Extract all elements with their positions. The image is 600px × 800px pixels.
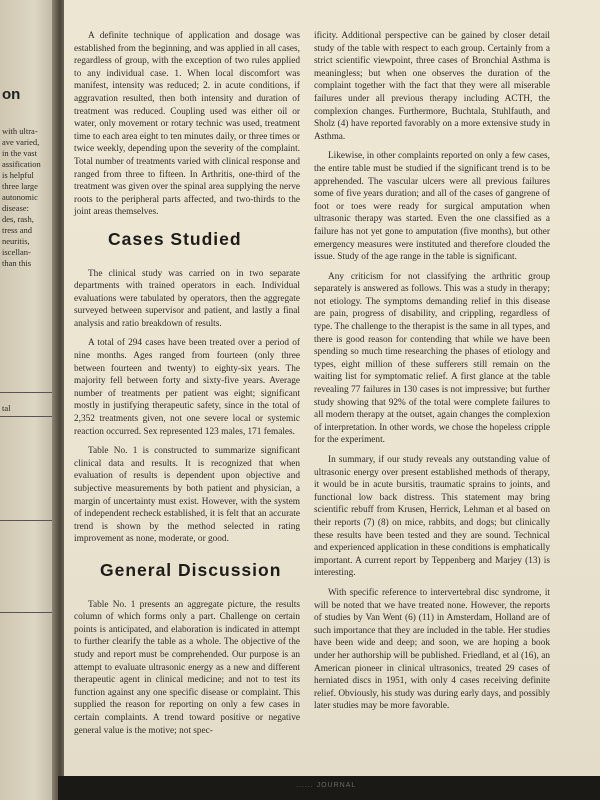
paragraph-disc-syndrome: With specific reference to intervertebral disc syndrome, it will be noted that we have treated none. However, the reports of studies by Van Went (6) (11) in Amsterdam, Holland are of such importance that they are included in the table. Her studies have been wide and deep; and soon, we are hoping a book under her authorship will be published. Friedland, et al (16), an American pioneer in clinical ultrasonics, treated 29 cases of herniated discs in 1951, with only 4 cases receiving definite relief. Obviously, his study was during early days, and possibly later studies may be more favorable. bbox=[314, 587, 550, 712]
paragraph-arthritic-group: Any criticism for not classifying the arthritic group separately is answered as follows. This was a study in therapy; not etiology. The symptoms demanding relief in this disease are pain, progress of disability, and crippling, regardless of type. The challenge to the therapist is the same in all types, and there is good reason for contending that while we have been spending so much time researching the phases of etiology and types, eight million of these sufferers still remain on the waiting list for symptomatic relief. A first glance at the table revealing 77 failures in 130 cases is not impressive; but further study showing that 92% of the total were complete failures to all modern therapy at the outset, again changes the complexion of interpretation. In other words, we chose the hopeless cripple for the experiment. bbox=[314, 271, 550, 446]
right-text-column bbox=[314, 30, 550, 720]
paragraph-table-summary: Table No. 1 is constructed to summarize significant clinical data and results. It is recognized that when evaluation of results is dependent upon objective and subjective measurements by both patient and physician, a margin of uncertainty must exist. However, with the system of independent recheck established, it is felt that an accurate trend is shown by the method selected in rating improvement as none, moderate, or good. bbox=[74, 446, 300, 545]
facing-page-table-fragment: tal bbox=[2, 403, 11, 413]
paragraph-total-cases: A total of 294 cases have been treated over a period of nine months. Ages ranged from fourteen (only three between fourteen and twenty) to eighty-six years. The majority fell between forty and sixty-five years. Average number of treatments per patient was eight; significant mostly in justifying therapeutic safety, since in the total of 2,352 treatments given, not one severe local or systemic reaction occurred. Sex represented 123 males, 171 females. bbox=[74, 338, 300, 437]
paragraph-summary: In summary, if our study reveals any outstanding value of ultrasonic energy over present established methods of therapy, it would be in acute bursitis, traumatic sprains to joints, and functional low back distress. This statement may bring scientific rebuff from Krusen, Herrick, Lehman et al based on their reports (7) (8) on mice, rabbits, and dogs; but clinically these results have been tested and they are sound. Technical and experienced application in these conditions is emphatically important. A current report by Teppenberg and Marjey (13) is interesting. bbox=[314, 455, 550, 579]
facing-page-text-fragment: ave varied, bbox=[2, 137, 40, 147]
facing-page-table-rule bbox=[0, 520, 58, 521]
facing-page bbox=[0, 0, 58, 800]
facing-page-table-rule bbox=[0, 392, 58, 393]
facing-page-table-rule bbox=[0, 612, 58, 613]
heading-cases-studied: Cases Studied bbox=[108, 228, 242, 249]
paragraph-clinical-study: The clinical study was carried on in two separate departments with trained operators in each. Individual evaluations were tabulated by operators, then the aggregate surveyed between supervisor and patient, and lastly a final analysis and ratio breakdown of results. bbox=[74, 268, 300, 329]
facing-page-text-fragment: with ultra- bbox=[2, 126, 38, 136]
facing-page-heading-fragment: on bbox=[2, 86, 21, 103]
facing-page-text-fragment: is helpful bbox=[2, 170, 34, 180]
paragraph-technique: A definite technique of application and dosage was established from the beginning, and was applied in all cases, regardless of group, with the exception of two rules applied to any individual case. 1. When local discomfort was manifest, intensity was reduced; 2. in acute conditions, if aggravation resulted, then both intensity and duration of treatment was reduced. Coupling used was either oil or water, only movement or rotary technic was used, treatment time to each area eight to ten minutes daily, or three times or twice weekly, depending upon the severity of the complaint. Total number of treatments varied with clinical response and ranged from three to fifteen. In Arthritis, one-third of the treatment was given over the spinal area supplying the nerve roots to the peripheral parts affected, and two-thirds to the joint areas themselves. bbox=[74, 31, 300, 218]
document-page bbox=[64, 0, 600, 778]
facing-page-table-rule bbox=[0, 416, 58, 417]
footer-text: ...... JOURNAL bbox=[296, 782, 357, 789]
facing-page-text-fragment: disease: bbox=[2, 203, 29, 213]
heading-general-discussion: General Discussion bbox=[100, 559, 282, 580]
page-bottom-shadow bbox=[58, 776, 600, 800]
paragraph-aggregate-picture: Table No. 1 presents an aggregate picture, the results column of which forms only a part. Challenge on certain points is anticipated, and elaboration is indicated in attempt to further clearify the table as a whole. The objective of the study and report must be comprehended. Our purpose is an attempt to evaluate ultrasonic energy as a new and different therapeutic agent in clinical medicine; and not to test its function against any one specific disease or complaint. This supplied the reason for reporting on only a few cases in certain complaints. A trend toward positive or negative general value is the motive; not spec- bbox=[74, 599, 300, 736]
facing-page-text-fragment: in the vast bbox=[2, 148, 37, 158]
facing-page-text-fragment: neuritis, bbox=[2, 236, 30, 246]
facing-page-text-fragment: tress and bbox=[2, 225, 32, 235]
facing-page-text-fragment: autonomic bbox=[2, 192, 38, 202]
left-text-column bbox=[64, 30, 300, 744]
facing-page-text-fragment: assification bbox=[2, 159, 41, 169]
paragraph-specificity: ificity. Additional perspective can be gained by closer detail study of the table with respect to each group. Certainly from a strict scientific viewpoint, three cases of Bronchial Asthma is meaningless; but when one observes the duration of the complaint together with the fact that they were all miserable failures under all previous therapy including ACTH, the complexion changes. Furthermore, Buchtala, Stuhlfauth, and Sholz (4) have reported favorably on a more extensive study in Asthma. bbox=[314, 31, 550, 142]
facing-page-text-fragment: three large bbox=[2, 181, 38, 191]
facing-page-text-fragment: des, rash, bbox=[2, 214, 34, 224]
facing-page-text-fragment: iscellan- bbox=[2, 247, 31, 257]
facing-page-text-fragment: than this bbox=[2, 258, 32, 268]
paragraph-other-complaints: Likewise, in other complaints reported on only a few cases, the entire table must be studied if the significant trend is to be apprehended. The vascular ulcers were all previous failures some of five years duration; and all of the cases of gangrene of foot or toes were ready for surgical amputation when ultrasonic therapy was started. Even the one classified as a failure has not yet gone to amputation (five months), but other emergency measures were instituted and therefore clouded the issue. Study of the age range in the table is significant. bbox=[314, 151, 550, 263]
